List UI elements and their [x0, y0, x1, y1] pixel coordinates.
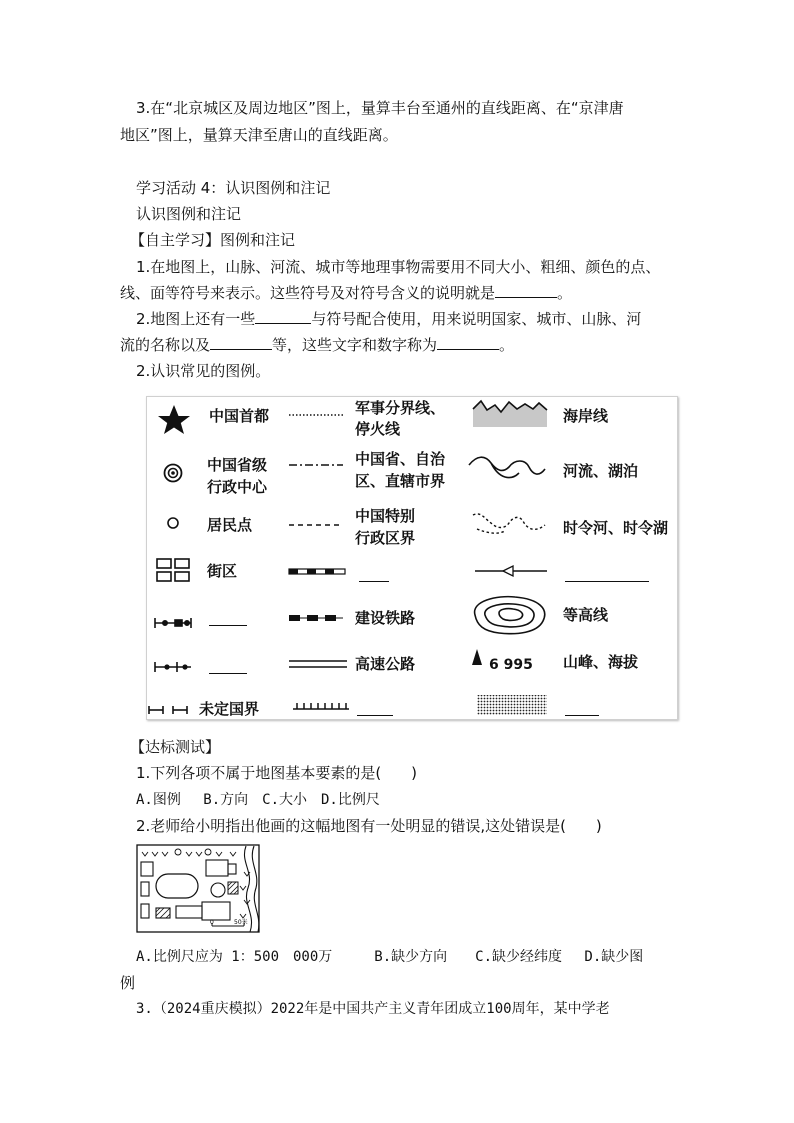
- q3-legend-intro: 2.认识常见的图例。: [136, 362, 271, 380]
- legend-label-coast: 海岸线: [563, 407, 609, 425]
- legend-label-seasonal: 时令河、时令湖: [563, 519, 669, 537]
- flow-direction-symbol: [475, 566, 547, 576]
- legend-label-province-border-1: 中国省、自治: [355, 450, 446, 468]
- school-sketch-map: [136, 842, 262, 934]
- railway-symbol: [289, 569, 345, 574]
- legend-label-province-center-1: 中国省级: [207, 456, 268, 474]
- sand-area-symbol: [477, 695, 547, 715]
- legend-label-settlement: 居民点: [207, 516, 253, 534]
- legend-label-river-lake: 河流、湖泊: [563, 462, 639, 480]
- legend-blank-national-border: [209, 673, 247, 674]
- legend-label-sar-border-1: 中国特别: [355, 507, 416, 525]
- seasonal-river-symbol: [473, 514, 545, 533]
- activity-subtitle: 认识图例和注记: [136, 205, 242, 223]
- planned-railway-symbol: [289, 615, 343, 621]
- test-q2-options-line1[interactable]: A.比例尺应为 1：500 000万 B.缺少方向 C.缺少经纬度 D.缺少图: [136, 949, 644, 965]
- legend-label-contour: 等高线: [563, 606, 609, 624]
- legend-blank-sand: [565, 715, 599, 716]
- legend-blank-railway: [359, 581, 389, 582]
- q1-line2: 线、面等符号来表示。这些符号及对符号含义的说明就是 。: [120, 284, 573, 302]
- test-q2-options-line2: 例: [120, 974, 136, 992]
- peak-triangle-icon: [472, 649, 482, 665]
- answer-blank-4[interactable]: [437, 335, 499, 350]
- legend-label-military-2: 停火线: [355, 420, 401, 438]
- cliff-symbol: [293, 703, 349, 709]
- legend-label-sar-border-2: 行政区界: [355, 529, 416, 547]
- river-lake-symbol: [469, 457, 545, 477]
- test-heading: 【达标测试】: [130, 738, 221, 756]
- test-q1: 1.下列各项不属于地图基本要素的是( ): [136, 764, 418, 782]
- national-border-symbol: [155, 662, 191, 672]
- answer-blank-2[interactable]: [255, 309, 311, 324]
- city-block-icon: [157, 559, 189, 581]
- activity-title: 学习活动 4：认识图例和注记: [136, 179, 331, 197]
- legend-peak-value: 6 995: [489, 657, 533, 673]
- legend-label-capital: 中国首都: [209, 407, 270, 425]
- legend-label-highway: 高速公路: [355, 655, 416, 673]
- highway-symbol: [289, 661, 347, 667]
- legend-label-province-center-2: 行政中心: [207, 478, 268, 496]
- test-q2: 2.老师给小明指出他画的这幅地图有一处明显的错误,这处错误是( ): [136, 817, 602, 835]
- legend-label-military-1: 军事分界线、: [355, 399, 446, 417]
- undefined-border-symbol: [149, 706, 187, 714]
- q2-line2: 流的名称以及 等，这些文字和数字称为 。: [120, 336, 515, 354]
- legend-label-province-border-2: 区、直辖市界: [355, 472, 446, 490]
- legend-blank-flow: [565, 581, 649, 582]
- legend-panel: [146, 396, 678, 720]
- star-icon: [158, 405, 190, 434]
- legend-label-undefined-border: 未定国界: [199, 700, 260, 718]
- settlement-icon: [168, 518, 178, 528]
- boundary-marker-symbol: [155, 618, 191, 628]
- q1-line1: 1.在地图上，山脉、河流、城市等地理事物需要用不同大小、粗细、颜色的点、: [136, 258, 661, 276]
- test-q1-options[interactable]: A.图例 B.方向 C.大小 D.比例尺: [136, 792, 380, 808]
- legend-blank-boundary-marker: [209, 625, 247, 626]
- legend-label-peak: 山峰、海拔: [563, 653, 639, 671]
- q3-intro-line1: 3.在“北京城区及周边地区”图上，量算丰台至通州的直线距离、在“京津唐: [136, 99, 624, 117]
- scale-label-50: 50米: [234, 919, 248, 926]
- answer-blank-3[interactable]: [210, 335, 272, 350]
- q3-intro-line2: 地区”图上，量算天津至唐山的直线距离。: [120, 126, 398, 144]
- legend-blank-cliff: [357, 715, 393, 716]
- test-q3: 3.（2024重庆模拟）2022年是中国共产主义青年团成立100周年，某中学老: [136, 1001, 610, 1017]
- q2-line1: 2.地图上还有一些 与符号配合使用，用来说明国家、城市、山脉、河: [136, 310, 642, 328]
- answer-blank-1[interactable]: [495, 283, 557, 298]
- scale-label-0: 0: [210, 919, 214, 926]
- provincial-capital-icon: [165, 465, 182, 482]
- legend-label-block: 街区: [207, 562, 238, 580]
- contour-line-symbol: [475, 597, 545, 634]
- legend-label-planned-railway: 建设铁路: [355, 609, 416, 627]
- self-study-heading: 【自主学习】图例和注记: [130, 231, 296, 249]
